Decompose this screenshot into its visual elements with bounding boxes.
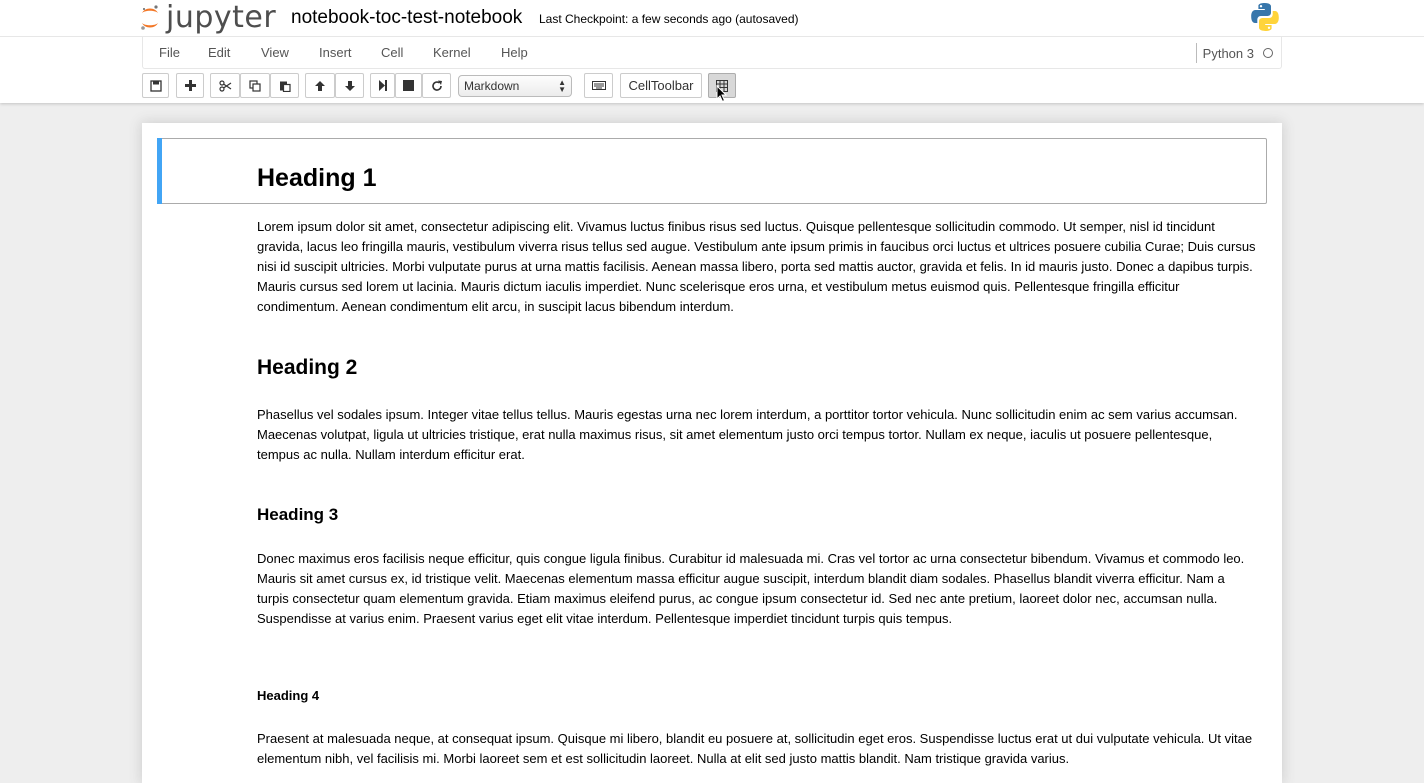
cell-type-value: Markdown bbox=[464, 79, 520, 93]
menu-view[interactable]: View bbox=[261, 45, 289, 60]
checkpoint-status: Last Checkpoint: a few seconds ago (autosaved) bbox=[539, 12, 799, 26]
step-forward-icon bbox=[378, 80, 388, 91]
save-button[interactable] bbox=[142, 73, 169, 98]
menu-help[interactable]: Help bbox=[501, 45, 528, 60]
jupyter-logo-icon bbox=[140, 4, 160, 32]
command-palette-button[interactable] bbox=[584, 73, 613, 98]
move-up-button[interactable] bbox=[305, 73, 335, 98]
arrow-up-icon bbox=[314, 80, 326, 92]
menu-edit[interactable]: Edit bbox=[208, 45, 231, 60]
paste-button[interactable] bbox=[270, 73, 299, 98]
keyboard-icon bbox=[592, 81, 606, 90]
paragraph-4: Praesent at malesuada neque, at consequat ipsum. Quisque mi libero, blandit eu posuere at, sollicitudin eget eros. Suspendisse luctus erat ut dui vulputate vehicula. Ut vitae elementum nibh, vel facilisis mi. Morbi laoreet sem et est sollicitudin laoreet. Nulla at elit sed justo mattis blandit. Nam tristique gravida varius. bbox=[257, 731, 1253, 766]
header-row bbox=[0, 0, 1424, 37]
jupyter-logo-text: jupyter bbox=[166, 0, 277, 35]
plus-icon bbox=[185, 80, 196, 91]
heading-2: Heading 2 bbox=[257, 356, 358, 379]
notebook-name[interactable]: notebook-toc-test-notebook bbox=[291, 7, 523, 28]
scissors-icon bbox=[219, 80, 232, 92]
paragraph-2: Phasellus vel sodales ipsum. Integer vitae tellus tellus. Mauris egestas urna nec lorem interdum, a porttitor tortor vehicula. Nunc sollicitudin enim ac sem varius accumsan. Maecenas volutpat, ligula ut ultricies tristique, erat nulla maximus risus, sit amet elementum justo orci tempus tortor. Nullam ex neque, iaculis ut posuere pellentesque, tempus ac nulla. Nullam interdum efficitur erat. bbox=[257, 407, 1238, 462]
restart-button[interactable] bbox=[422, 73, 451, 98]
heading-1: Heading 1 bbox=[257, 164, 377, 192]
menu-kernel[interactable]: Kernel bbox=[433, 45, 471, 60]
arrow-down-icon bbox=[344, 80, 356, 92]
menu-file[interactable]: File bbox=[159, 45, 180, 60]
refresh-icon bbox=[431, 80, 443, 92]
kernel-idle-icon bbox=[1263, 48, 1273, 58]
jupyter-logo[interactable] bbox=[140, 0, 276, 36]
heading-3: Heading 3 bbox=[257, 505, 339, 524]
cell-type-select[interactable] bbox=[458, 75, 572, 97]
celltoolbar-button[interactable]: CellToolbar bbox=[620, 73, 702, 98]
select-arrows-icon: ▲ ▼ bbox=[558, 78, 566, 94]
cut-button[interactable] bbox=[210, 73, 240, 98]
interrupt-button[interactable] bbox=[395, 73, 422, 98]
insert-cell-button[interactable] bbox=[176, 73, 204, 98]
copy-icon bbox=[249, 80, 261, 92]
kernel-indicator[interactable] bbox=[1196, 43, 1273, 63]
menu-cell[interactable]: Cell bbox=[381, 45, 404, 60]
python-logo-icon bbox=[1250, 2, 1280, 37]
paragraph-1: Lorem ipsum dolor sit amet, consectetur adipiscing elit. Vivamus luctus finibus risus sed luctus. Quisque pellentesque sollicitudin commodo. Ut semper, nisl id tincidunt gravida, lacus leo fringilla mauris, vestibulum viverra risus tellus sed augue. Vestibulum ante ipsum primis in faucibus orci luctus et ultrices posuere cubilia Curae; Duis cursus nisi id suscipit ultricies. Morbi vulputate purus at urna mattis facilisis. Aenean massa libero, porta sed mattis auctor, gravida et felis. In id mauris justo. Donec a dapibus turpis. Mauris cursus sed lorem ut lacinia. Mauris dictum iaculis imperdiet. Nunc scelerisque eros urna, et vestibulum metus euismod quis. Pellentesque fringilla efficitur condimentum. Aenean condimentum elit arcu, in suscipit lacus bibendum interdum. bbox=[257, 219, 1256, 314]
paragraph-3: Donec maximus eros facilisis neque efficitur, quis congue ligula finibus. Curabitur id malesuada mi. Cras vel tortor ac urna consectetur bibendum. Vivamus et commodo leo. Mauris sit amet cursus ex, id tristique velit. Maecenas elementum massa efficitur augue suscipit, interdum blandit diam sodales. Phasellus blandit viverra efficitur. Nam a turpis consectetur quam elementum gravida. Etiam maximus eleifend purus, ac congue ipsum consectetur id. Sed nec ante pretium, laoreet dolor nec, accumsan nulla. Suspendisse at varius enim. Praesent varius eget elit vitae interdum. Pellentesque imperdiet tincidunt turpis quis tempus. bbox=[257, 551, 1245, 626]
kernel-name: Python 3 bbox=[1202, 45, 1254, 61]
menu-insert[interactable]: Insert bbox=[319, 45, 352, 60]
toolbar bbox=[142, 73, 1282, 99]
save-icon bbox=[150, 80, 162, 92]
paste-icon bbox=[279, 80, 291, 92]
menubar bbox=[142, 37, 1282, 69]
mouse-cursor-icon bbox=[716, 85, 728, 103]
selected-cell-indicator bbox=[157, 138, 162, 204]
stop-icon bbox=[403, 80, 414, 91]
heading-4: Heading 4 bbox=[257, 688, 320, 703]
header bbox=[0, 0, 1424, 103]
run-button[interactable] bbox=[370, 73, 395, 98]
copy-button[interactable] bbox=[240, 73, 270, 98]
notebook-container bbox=[142, 123, 1282, 783]
move-down-button[interactable] bbox=[335, 73, 364, 98]
